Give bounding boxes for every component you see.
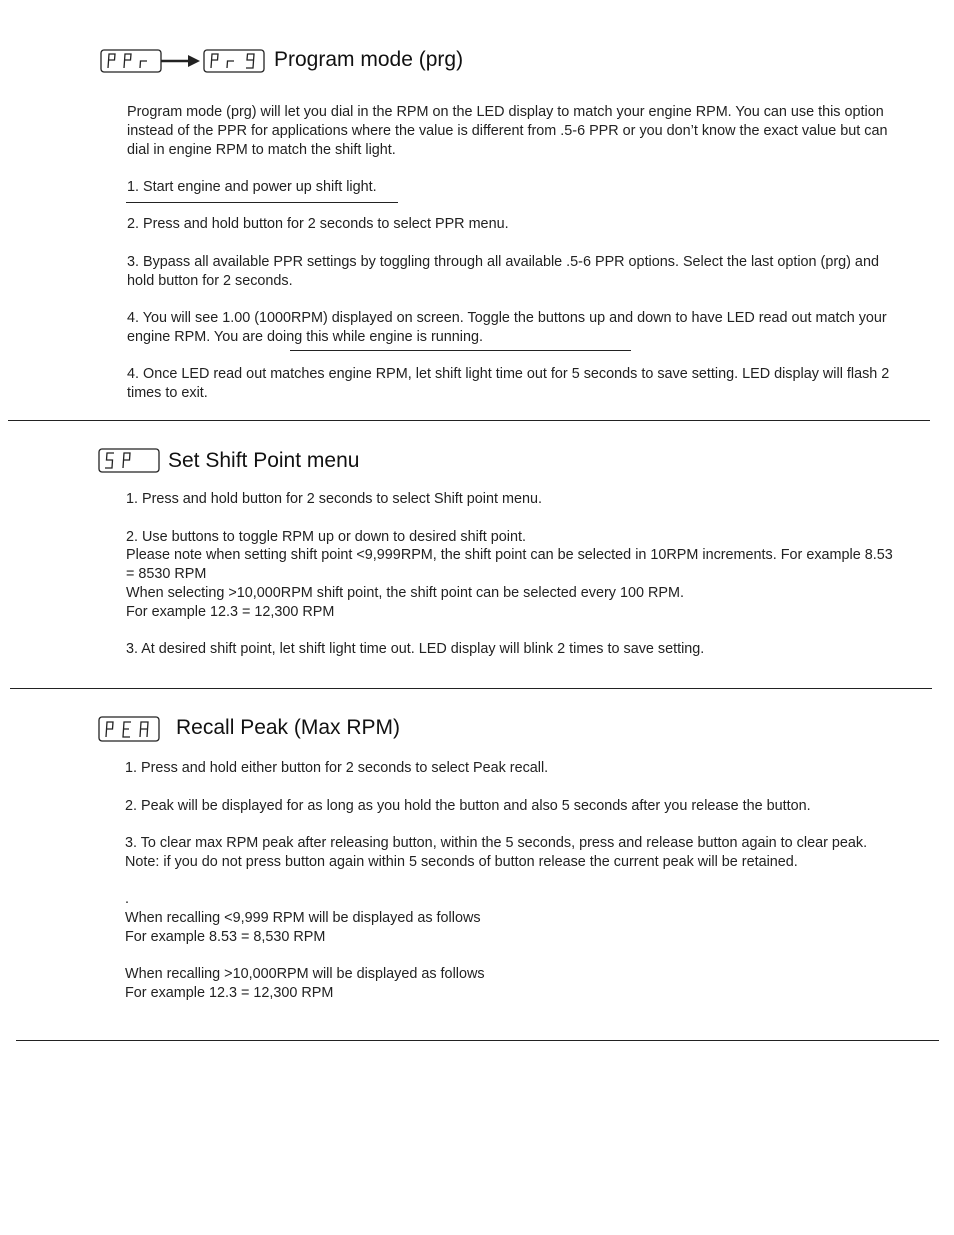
sp-led-display-icon [98,448,162,476]
step-2: 2. Use buttons to toggle RPM up or down to desired shift point. [126,529,526,545]
step-2: 2. Peak will be displayed for as long as you hold the button and also 5 seconds after you release the button. [125,798,811,814]
step-1: 1. Press and hold either button for 2 seconds to select Peak recall. [125,760,549,776]
recall-under-10k: When recalling <9,999 RPM will be displayed as follows [125,910,481,926]
example-over-10k: For example 12.3 = 12,300 RPM [125,985,334,1001]
section-title: Recall Peak (Max RPM) [176,716,401,739]
section-divider [8,420,930,421]
underline-step-4 [290,350,631,351]
note-over-10k: When selecting >10,000RPM shift point, the shift point can be selected every 100 RPM. [126,585,684,601]
step-1: 1. Press and hold button for 2 seconds to select Shift point menu. [126,491,542,507]
recall-over-10k: When recalling >10,000RPM will be displayed as follows [125,966,485,982]
ppr-to-prg-led-display-icon [100,48,268,76]
section-title: Program mode (prg) [274,48,464,71]
step-4b: 4. Once LED read out matches engine RPM, let shift light time out for 5 seconds to save setting. LED display will flash 2 times to exit. [127,366,890,401]
section-divider [10,688,932,689]
note-under-10k: Please note when setting shift point <9,999RPM, the shift point can be selected in 10RPM increments. For example 8.53 = 8530 RPM [126,547,893,582]
step-2: 2. Press and hold button for 2 seconds to select PPR menu. [127,216,509,232]
dot-separator: . [125,891,129,907]
section-divider [16,1040,939,1041]
step-3: 3. At desired shift point, let shift light time out. LED display will blink 2 times to save setting. [126,641,705,657]
step-3: 3. To clear max RPM peak after releasing button, within the 5 seconds, press and release button again to clear peak. Note: if you do not press button again within 5 seconds of button release the current peak will be retained. [125,835,868,870]
example-under-10k: For example 8.53 = 8,530 RPM [125,929,326,945]
intro-paragraph: Program mode (prg) will let you dial in the RPM on the LED display to match your engine RPM. You can use this option instead of the PPR for applications where the value is different from .5-6 PPR or you don’t know the exact value but can dial in engine RPM to match the shift light. [127,104,888,158]
step-1: 1. Start engine and power up shift light. [127,179,377,195]
pea-led-display-icon [98,715,162,744]
step-4: 4. You will see 1.00 (1000RPM) displayed on screen. Toggle the buttons up and down to have LED read out match your engine RPM. You are doing this while engine is running. [127,310,887,345]
step-3: 3. Bypass all available PPR settings by toggling through all available .5-6 PPR options. Select the last option (prg) and hold button for 2 seconds. [127,254,879,289]
example-over-10k: For example 12.3 = 12,300 RPM [126,604,335,620]
underline-step-1 [126,202,398,203]
section-title: Set Shift Point menu [168,449,360,472]
